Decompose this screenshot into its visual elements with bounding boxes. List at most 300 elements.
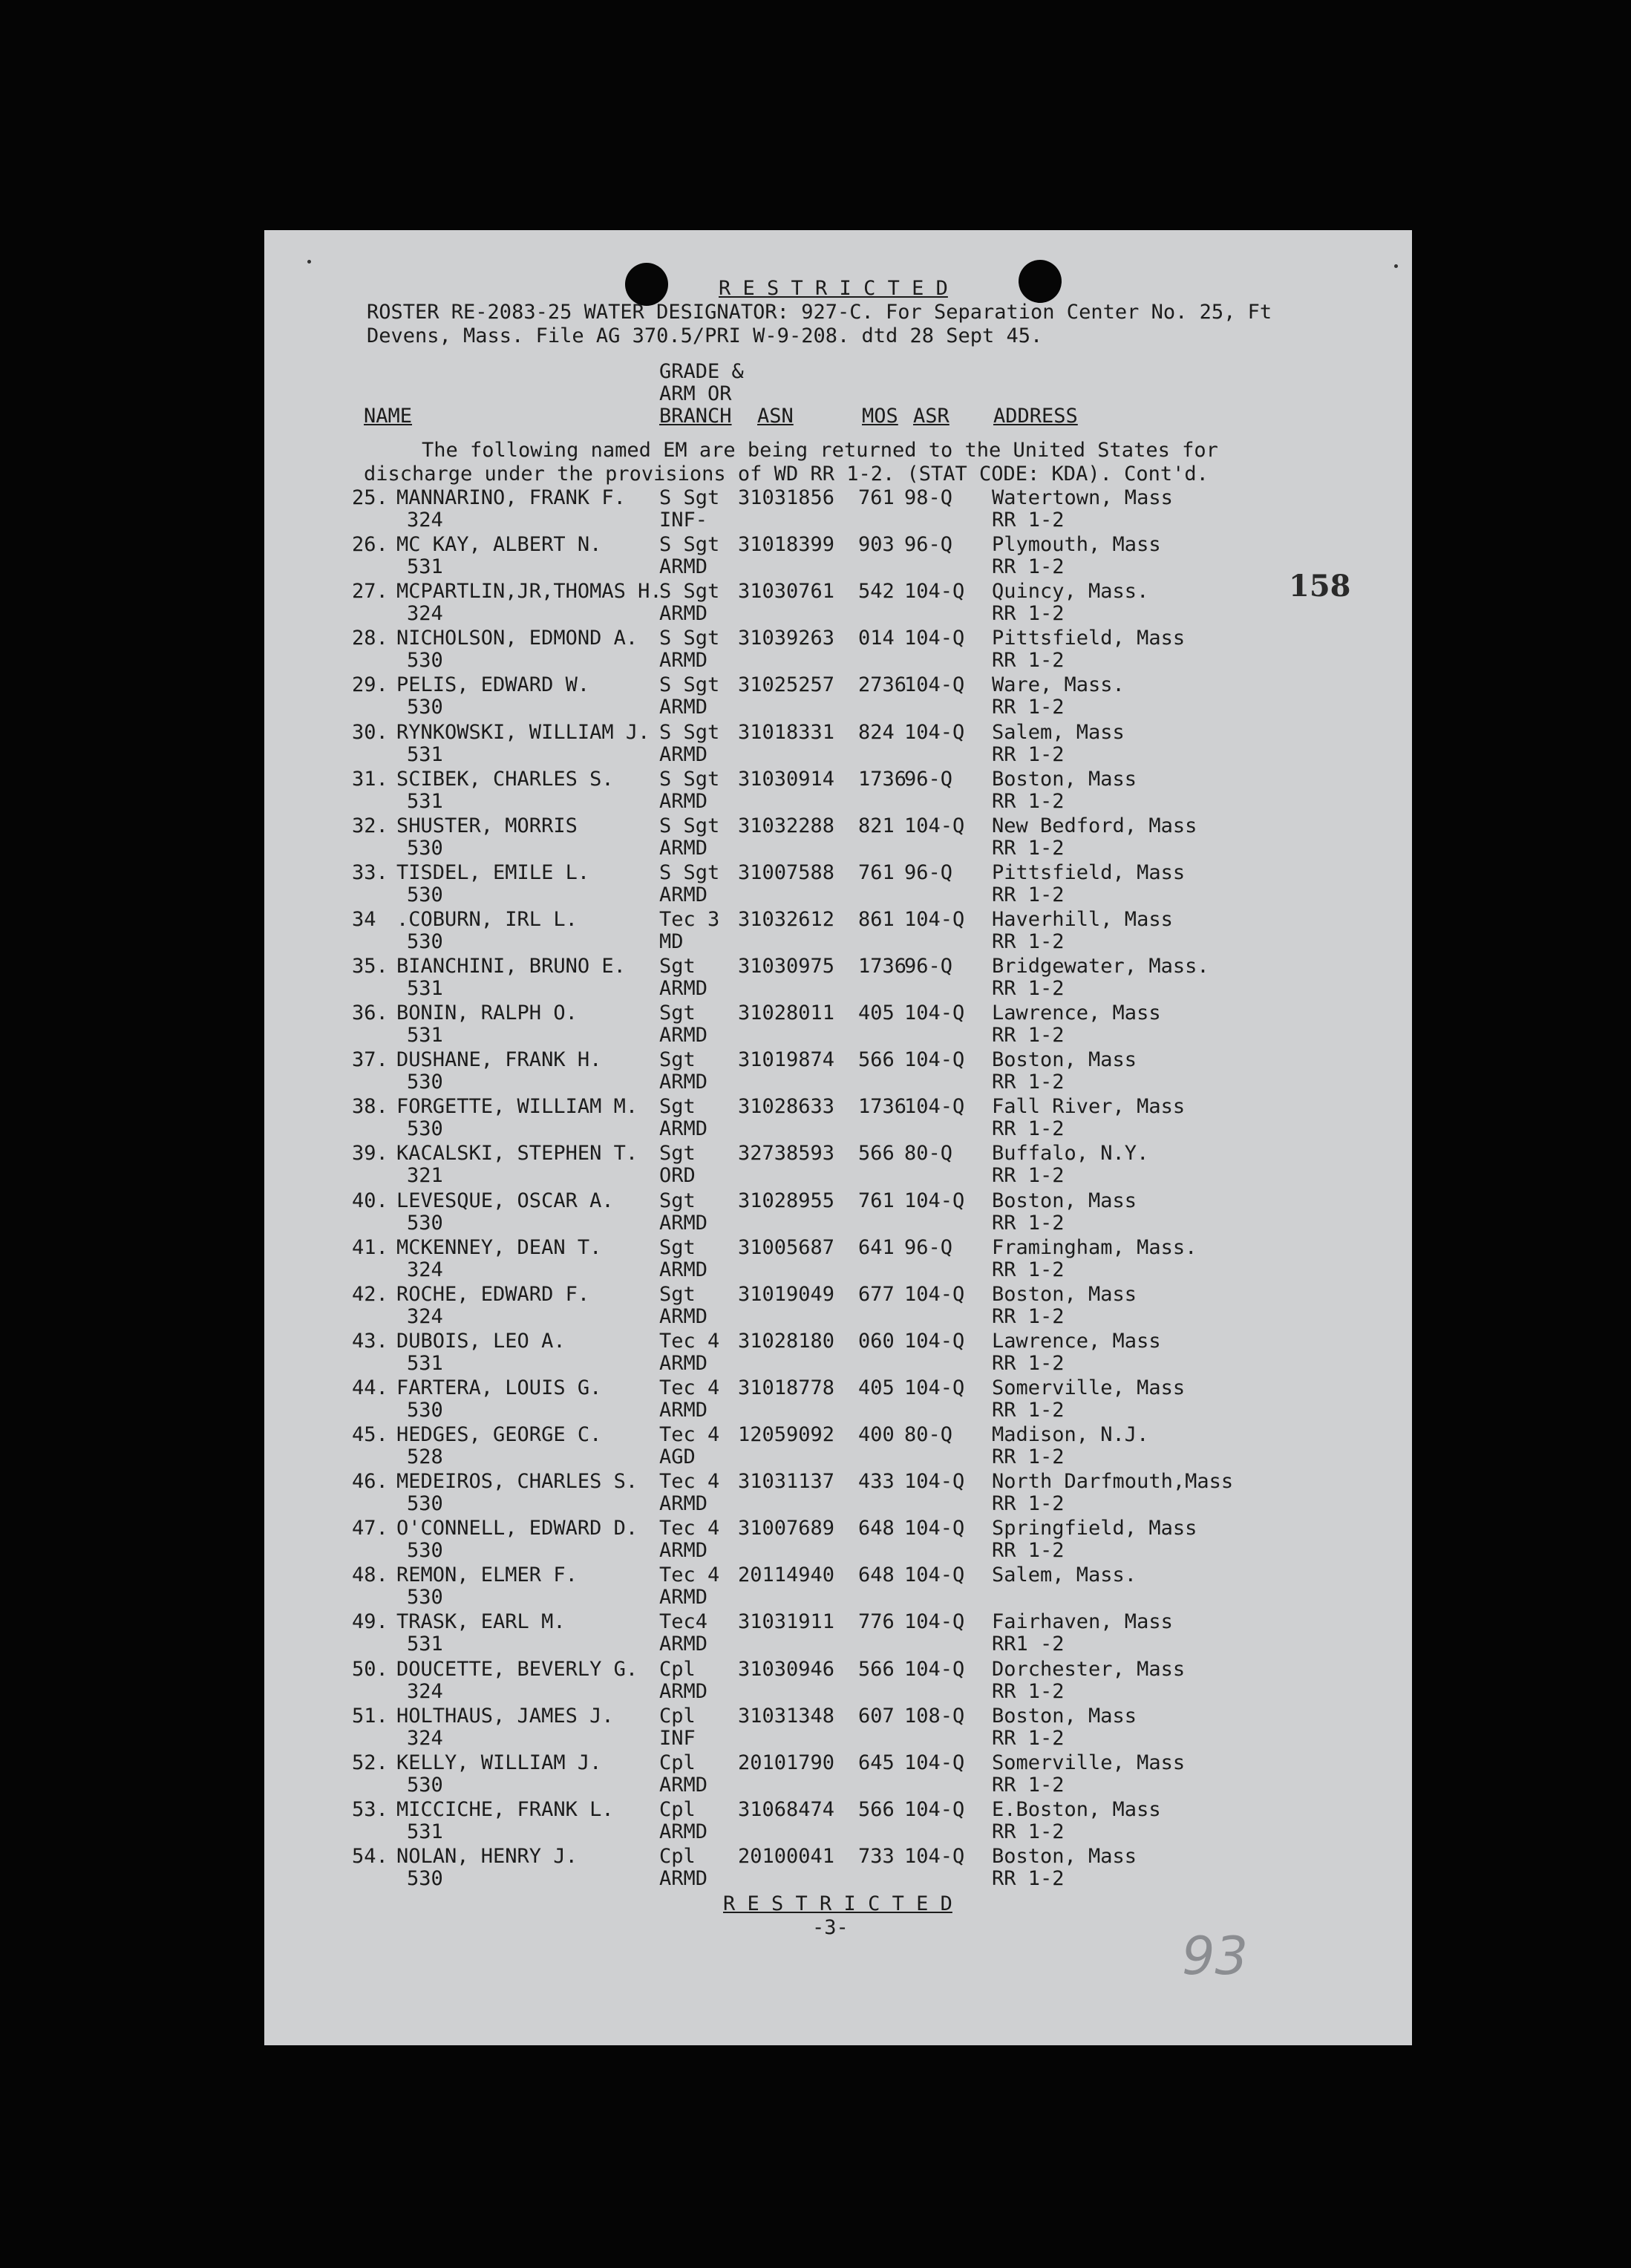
row-branch: ARMD <box>659 1539 708 1563</box>
row-name: ROCHE, EDWARD F. <box>396 1282 590 1306</box>
row-number: 43. <box>352 1329 388 1353</box>
row-asr: 104-Q <box>904 1376 965 1399</box>
row-branch: ARMD <box>659 1258 708 1281</box>
roster-reference-line1: ROSTER RE-2083-25 WATER DESIGNATOR: 927-C. For Separation Center No. 25, Ft <box>367 301 1272 324</box>
row-grade: Tec 4 <box>659 1329 720 1353</box>
row-code: 530 <box>407 1586 443 1610</box>
row-asn: 20114940 <box>738 1563 835 1587</box>
row-address: E.Boston, Mass <box>992 1797 1161 1821</box>
row-mos: 405 <box>858 1376 895 1399</box>
row-mos: 014 <box>858 627 895 650</box>
row-branch: ARMD <box>659 883 708 906</box>
row-number: 34 <box>352 907 376 931</box>
row-asr: 104-Q <box>904 1563 965 1587</box>
roster-row <box>264 1846 1412 1892</box>
row-branch: ARMD <box>659 1398 708 1422</box>
row-code: 531 <box>407 1351 443 1375</box>
row-grade: S Sgt <box>659 860 720 884</box>
row-number: 27. <box>352 580 388 604</box>
row-code: 531 <box>407 1024 443 1048</box>
row-name: MCKENNEY, DEAN T. <box>396 1235 602 1259</box>
row-address-code: RR 1-2 <box>992 836 1065 860</box>
row-address: Watertown, Mass <box>992 486 1173 509</box>
row-number: 53. <box>352 1797 388 1821</box>
row-asr: 104-Q <box>904 1329 965 1353</box>
row-mos: 400 <box>858 1423 895 1446</box>
row-mos: 2736 <box>858 673 907 697</box>
row-grade: Sgt <box>659 1235 696 1259</box>
row-grade: Sgt <box>659 1095 696 1119</box>
row-address-code: RR 1-2 <box>992 742 1065 766</box>
row-name: HOLTHAUS, JAMES J. <box>396 1704 614 1728</box>
row-code: 324 <box>407 1304 443 1328</box>
intro-line2: discharge under the provisions of WD RR 1-2. (STAT CODE: KDA). Cont'd. <box>364 463 1209 486</box>
row-branch: ARMD <box>659 1492 708 1516</box>
row-grade: Sgt <box>659 955 696 978</box>
row-asn: 31025257 <box>738 673 835 697</box>
row-asn: 31030914 <box>738 767 835 791</box>
row-address: Boston, Mass <box>992 1704 1137 1728</box>
row-grade: Cpl <box>659 1751 696 1774</box>
row-branch: ARMD <box>659 977 708 1000</box>
roster-row <box>264 534 1412 581</box>
row-mos: 566 <box>858 1048 895 1072</box>
row-name: DOUCETTE, BEVERLY G. <box>396 1657 638 1681</box>
row-grade: Cpl <box>659 1797 696 1821</box>
row-mos: 566 <box>858 1797 895 1821</box>
row-name: DUBOIS, LEO A. <box>396 1329 566 1353</box>
row-address-code: RR 1-2 <box>992 1492 1065 1516</box>
roster-row <box>264 627 1412 674</box>
row-grade: S Sgt <box>659 580 720 604</box>
row-number: 40. <box>352 1189 388 1212</box>
row-code: 324 <box>407 509 443 532</box>
punch-hole-left <box>625 263 668 306</box>
row-branch: ARMD <box>659 836 708 860</box>
row-number: 29. <box>352 673 388 697</box>
row-number: 32. <box>352 814 388 837</box>
row-address-code: RR 1-2 <box>992 1539 1065 1563</box>
column-mos-header: MOS <box>862 405 898 428</box>
row-mos: 566 <box>858 1142 895 1166</box>
row-address: Boston, Mass <box>992 1844 1137 1868</box>
row-address-code: RR 1-2 <box>992 555 1065 579</box>
row-grade: Tec 4 <box>659 1376 720 1399</box>
row-asn: 20100041 <box>738 1844 835 1868</box>
row-number: 25. <box>352 486 388 509</box>
row-address-code: RR 1-2 <box>992 1726 1065 1750</box>
row-name: NOLAN, HENRY J. <box>396 1844 578 1868</box>
row-address-code: RR 1-2 <box>992 1679 1065 1703</box>
row-address-code: RR 1-2 <box>992 1445 1065 1468</box>
row-number: 38. <box>352 1095 388 1119</box>
row-asn: 31032288 <box>738 814 835 837</box>
row-asr: 80-Q <box>904 1423 953 1446</box>
row-asr: 104-Q <box>904 1610 965 1634</box>
row-code: 531 <box>407 789 443 813</box>
row-asr: 96-Q <box>904 860 953 884</box>
row-asn: 31031911 <box>738 1610 835 1634</box>
row-grade: Tec4 <box>659 1610 708 1634</box>
row-asr: 104-Q <box>904 1001 965 1025</box>
row-address-code: RR 1-2 <box>992 1164 1065 1188</box>
row-code: 324 <box>407 1679 443 1703</box>
row-code: 530 <box>407 1539 443 1563</box>
row-address: Pittsfield, Mass <box>992 627 1186 650</box>
row-address: Dorchester, Mass <box>992 1657 1186 1681</box>
row-code: 530 <box>407 883 443 906</box>
row-grade: S Sgt <box>659 814 720 837</box>
row-code: 530 <box>407 929 443 953</box>
row-number: 28. <box>352 627 388 650</box>
row-address-code: RR 1-2 <box>992 1258 1065 1281</box>
row-code: 324 <box>407 602 443 626</box>
row-mos: 433 <box>858 1470 895 1494</box>
roster-row <box>264 1002 1412 1049</box>
row-asn: 31028180 <box>738 1329 835 1353</box>
row-mos: 648 <box>858 1517 895 1540</box>
row-branch: ARMD <box>659 649 708 673</box>
row-number: 54. <box>352 1844 388 1868</box>
row-grade: S Sgt <box>659 533 720 557</box>
row-number: 26. <box>352 533 388 557</box>
roster-row <box>264 1190 1412 1237</box>
row-branch: INF- <box>659 509 708 532</box>
row-number: 46. <box>352 1470 388 1494</box>
row-mos: 1736 <box>858 1095 907 1119</box>
row-number: 51. <box>352 1704 388 1728</box>
row-name: SCIBEK, CHARLES S. <box>396 767 614 791</box>
row-asr: 104-Q <box>904 1048 965 1072</box>
row-mos: 677 <box>858 1282 895 1306</box>
row-code: 531 <box>407 1820 443 1843</box>
row-address-code: RR 1-2 <box>992 696 1065 719</box>
row-branch: ARMD <box>659 1679 708 1703</box>
roster-row <box>264 722 1412 768</box>
row-code: 530 <box>407 696 443 719</box>
row-branch: ARMD <box>659 1820 708 1843</box>
row-mos: 824 <box>858 720 895 744</box>
row-address: Boston, Mass <box>992 1282 1137 1306</box>
row-code: 321 <box>407 1164 443 1188</box>
roster-row <box>264 1424 1412 1471</box>
roster-row <box>264 1096 1412 1143</box>
row-asr: 104-Q <box>904 1797 965 1821</box>
row-address: Plymouth, Mass <box>992 533 1161 557</box>
row-asr: 104-Q <box>904 1095 965 1119</box>
row-branch: ARMD <box>659 602 708 626</box>
row-address: Madison, N.J. <box>992 1423 1149 1446</box>
row-grade: S Sgt <box>659 673 720 697</box>
row-name: KACALSKI, STEPHEN T. <box>396 1142 638 1166</box>
row-number: 45. <box>352 1423 388 1446</box>
row-number: 50. <box>352 1657 388 1681</box>
row-grade: S Sgt <box>659 720 720 744</box>
roster-row <box>264 862 1412 909</box>
row-address-code: RR 1-2 <box>992 1351 1065 1375</box>
row-branch: ARMD <box>659 1211 708 1235</box>
row-code: 530 <box>407 1117 443 1141</box>
row-asr: 104-Q <box>904 814 965 837</box>
row-name: FARTERA, LOUIS G. <box>396 1376 602 1399</box>
row-grade: Tec 4 <box>659 1470 720 1494</box>
row-asn: 31068474 <box>738 1797 835 1821</box>
roster-row <box>264 1611 1412 1658</box>
roster-row <box>264 909 1412 955</box>
roster-row <box>264 1705 1412 1752</box>
row-address-code: RR 1-2 <box>992 602 1065 626</box>
roster-row <box>264 581 1412 627</box>
row-address: Somerville, Mass <box>992 1751 1186 1774</box>
row-address: North Darfmouth,Mass <box>992 1470 1234 1494</box>
column-asr-header: ASR <box>913 405 949 428</box>
row-branch: ARMD <box>659 1117 708 1141</box>
row-number: 47. <box>352 1517 388 1540</box>
row-address-code: RR 1-2 <box>992 1071 1065 1094</box>
row-number: 37. <box>352 1048 388 1072</box>
row-name: MCPARTLIN,JR,THOMAS H. <box>396 580 662 604</box>
roster-reference-line2: Devens, Mass. File AG 370.5/PRI W-9-208. dtd 28 Sept 45. <box>367 324 1043 347</box>
row-name: NICHOLSON, EDMOND A. <box>396 627 638 650</box>
roster-row <box>264 1143 1412 1189</box>
row-name: HEDGES, GEORGE C. <box>396 1423 602 1446</box>
row-asr: 104-Q <box>904 1282 965 1306</box>
row-code: 530 <box>407 1071 443 1094</box>
row-code: 530 <box>407 1866 443 1890</box>
row-mos: 566 <box>858 1657 895 1681</box>
row-name: .COBURN, IRL L. <box>396 907 578 931</box>
row-mos: 645 <box>858 1751 895 1774</box>
row-asn: 31019049 <box>738 1282 835 1306</box>
row-code: 324 <box>407 1726 443 1750</box>
row-asr: 104-Q <box>904 1189 965 1212</box>
row-name: DUSHANE, FRANK H. <box>396 1048 602 1072</box>
row-mos: 1736 <box>858 767 907 791</box>
row-asn: 20101790 <box>738 1751 835 1774</box>
row-number: 52. <box>352 1751 388 1774</box>
row-grade: Tec 4 <box>659 1563 720 1587</box>
row-branch: ARMD <box>659 696 708 719</box>
row-mos: 761 <box>858 860 895 884</box>
row-number: 44. <box>352 1376 388 1399</box>
column-address-header: ADDRESS <box>993 405 1078 428</box>
stamped-number: 158 <box>1289 569 1351 604</box>
row-name: TRASK, EARL M. <box>396 1610 566 1634</box>
row-address: Boston, Mass <box>992 1189 1137 1212</box>
row-asr: 104-Q <box>904 627 965 650</box>
row-code: 530 <box>407 1492 443 1516</box>
row-name: BONIN, RALPH O. <box>396 1001 578 1025</box>
row-mos: 761 <box>858 1189 895 1212</box>
row-address: Salem, Mass <box>992 720 1125 744</box>
row-address-code: RR 1-2 <box>992 977 1065 1000</box>
row-asn: 31031348 <box>738 1704 835 1728</box>
row-address: Haverhill, Mass <box>992 907 1173 931</box>
roster-row <box>264 1049 1412 1096</box>
row-grade: Cpl <box>659 1657 696 1681</box>
row-branch: ARMD <box>659 1304 708 1328</box>
row-name: TISDEL, EMILE L. <box>396 860 590 884</box>
row-mos: 648 <box>858 1563 895 1587</box>
row-asr: 80-Q <box>904 1142 953 1166</box>
row-asn: 31007588 <box>738 860 835 884</box>
row-address: New Bedford, Mass <box>992 814 1197 837</box>
column-branch-header: BRANCH <box>659 405 732 428</box>
row-number: 42. <box>352 1282 388 1306</box>
row-code: 530 <box>407 1398 443 1422</box>
row-branch: ARMD <box>659 742 708 766</box>
speck <box>307 260 311 264</box>
row-mos: 060 <box>858 1329 895 1353</box>
row-name: SHUSTER, MORRIS <box>396 814 578 837</box>
row-asn: 31030975 <box>738 955 835 978</box>
row-address: Fairhaven, Mass <box>992 1610 1173 1634</box>
row-grade: Sgt <box>659 1142 696 1166</box>
row-address-code: RR 1-2 <box>992 883 1065 906</box>
row-asn: 31018399 <box>738 533 835 557</box>
row-name: MC KAY, ALBERT N. <box>396 533 602 557</box>
row-branch: INF <box>659 1726 696 1750</box>
row-name: O'CONNELL, EDWARD D. <box>396 1517 638 1540</box>
row-asr: 108-Q <box>904 1704 965 1728</box>
row-branch: ARMD <box>659 1633 708 1656</box>
row-branch: ARMD <box>659 1586 708 1610</box>
row-branch: ARMD <box>659 555 708 579</box>
row-code: 530 <box>407 1211 443 1235</box>
row-address-code: RR 1-2 <box>992 789 1065 813</box>
row-asr: 104-Q <box>904 907 965 931</box>
column-grade-label-1: GRADE & <box>659 360 744 383</box>
row-name: MEDEIROS, CHARLES S. <box>396 1470 638 1494</box>
row-code: 531 <box>407 1633 443 1656</box>
row-grade: Tec 3 <box>659 907 720 931</box>
row-grade: Tec 4 <box>659 1423 720 1446</box>
row-address-code: RR 1-2 <box>992 1304 1065 1328</box>
row-asn: 31028955 <box>738 1189 835 1212</box>
roster-row <box>264 1564 1412 1611</box>
row-name: BIANCHINI, BRUNO E. <box>396 955 626 978</box>
roster-row <box>264 1658 1412 1705</box>
row-asn: 31028633 <box>738 1095 835 1119</box>
row-asr: 104-Q <box>904 580 965 604</box>
row-asr: 104-Q <box>904 673 965 697</box>
row-mos: 861 <box>858 907 895 931</box>
row-address-code: RR 1-2 <box>992 509 1065 532</box>
row-number: 48. <box>352 1563 388 1587</box>
row-code: 531 <box>407 555 443 579</box>
row-code: 531 <box>407 977 443 1000</box>
roster-row <box>264 768 1412 815</box>
roster-row <box>264 815 1412 862</box>
row-asn: 31018778 <box>738 1376 835 1399</box>
row-mos: 542 <box>858 580 895 604</box>
row-grade: Sgt <box>659 1189 696 1212</box>
row-address: Ware, Mass. <box>992 673 1125 697</box>
row-name: RYNKOWSKI, WILLIAM J. <box>396 720 650 744</box>
row-number: 30. <box>352 720 388 744</box>
row-branch: ARMD <box>659 1866 708 1890</box>
row-mos: 761 <box>858 486 895 509</box>
row-asn: 32738593 <box>738 1142 835 1166</box>
row-asn: 31039263 <box>738 627 835 650</box>
row-name: FORGETTE, WILLIAM M. <box>396 1095 638 1119</box>
row-name: REMON, ELMER F. <box>396 1563 578 1587</box>
row-branch: ARMD <box>659 789 708 813</box>
row-grade: S Sgt <box>659 627 720 650</box>
row-number: 35. <box>352 955 388 978</box>
row-branch: MD <box>659 929 684 953</box>
row-asn: 31030761 <box>738 580 835 604</box>
row-address: Boston, Mass <box>992 767 1137 791</box>
row-code: 528 <box>407 1445 443 1468</box>
row-mos: 776 <box>858 1610 895 1634</box>
row-asn: 31031137 <box>738 1470 835 1494</box>
row-asr: 98-Q <box>904 486 953 509</box>
row-asr: 104-Q <box>904 1517 965 1540</box>
row-mos: 821 <box>858 814 895 837</box>
row-mos: 607 <box>858 1704 895 1728</box>
column-grade-label-2: ARM OR <box>659 382 732 405</box>
row-code: 530 <box>407 836 443 860</box>
row-address: Somerville, Mass <box>992 1376 1186 1399</box>
row-branch: ORD <box>659 1164 696 1188</box>
row-asr: 104-Q <box>904 1470 965 1494</box>
row-asn: 31019874 <box>738 1048 835 1072</box>
punch-hole-right <box>1019 260 1062 303</box>
row-number: 39. <box>352 1142 388 1166</box>
row-branch: AGD <box>659 1445 696 1468</box>
row-address-code: RR 1-2 <box>992 1820 1065 1843</box>
roster-row <box>264 1377 1412 1424</box>
row-address-code: RR 1-2 <box>992 1773 1065 1797</box>
row-name: PELIS, EDWARD W. <box>396 673 590 697</box>
row-code: 324 <box>407 1258 443 1281</box>
row-asr: 104-Q <box>904 1844 965 1868</box>
row-mos: 1736 <box>858 955 907 978</box>
speck <box>1394 264 1398 268</box>
row-address: Bridgewater, Mass. <box>992 955 1209 978</box>
row-address-code: RR1 -2 <box>992 1633 1065 1656</box>
roster-row <box>264 1284 1412 1330</box>
row-number: 41. <box>352 1235 388 1259</box>
row-number: 31. <box>352 767 388 791</box>
roster-row <box>264 487 1412 534</box>
row-asn: 12059092 <box>738 1423 835 1446</box>
row-branch: ARMD <box>659 1071 708 1094</box>
row-asn: 31007689 <box>738 1517 835 1540</box>
row-branch: ARMD <box>659 1773 708 1797</box>
roster-row <box>264 1330 1412 1377</box>
row-address: Fall River, Mass <box>992 1095 1186 1119</box>
row-address: Framingham, Mass. <box>992 1235 1197 1259</box>
row-address-code: RR 1-2 <box>992 1211 1065 1235</box>
row-name: KELLY, WILLIAM J. <box>396 1751 602 1774</box>
row-grade: S Sgt <box>659 486 720 509</box>
row-asn: 31028011 <box>738 1001 835 1025</box>
roster-row <box>264 1237 1412 1284</box>
row-asn: 31032612 <box>738 907 835 931</box>
row-asn: 31031856 <box>738 486 835 509</box>
row-mos: 641 <box>858 1235 895 1259</box>
row-address: Salem, Mass. <box>992 1563 1137 1587</box>
row-address: Pittsfield, Mass <box>992 860 1186 884</box>
row-address-code: RR 1-2 <box>992 1398 1065 1422</box>
page-number: -3- <box>812 1916 849 1939</box>
row-number: 36. <box>352 1001 388 1025</box>
row-address: Springfield, Mass <box>992 1517 1197 1540</box>
row-grade: S Sgt <box>659 767 720 791</box>
row-address: Lawrence, Mass <box>992 1001 1161 1025</box>
